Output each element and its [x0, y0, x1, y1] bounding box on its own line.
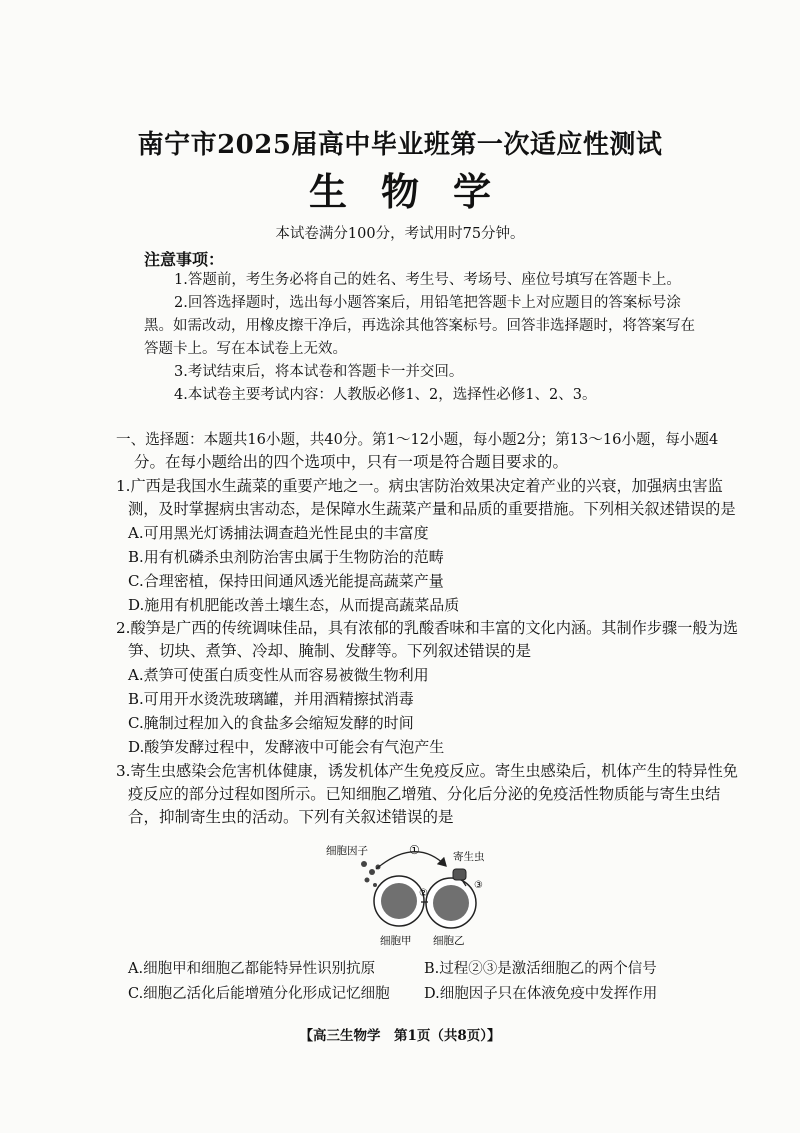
- question-2-option-d: D.酸笋发酵过程中，发酵液中可能会有气泡产生: [128, 738, 445, 756]
- notice-line: 黑。如需改动，用橡皮擦干净后，再选涂其他答案标号。回答非选择题时，将答案写在: [144, 318, 695, 334]
- notice-heading: 注意事项：: [144, 250, 225, 269]
- section-heading: 一、选择题：本题共16小题，共40分。第1～12小题，每小题2分；第13～16小题，每小题4: [116, 431, 719, 448]
- section-heading-cont: 分。在每小题给出的四个选项中，只有一项是符合题目要求的。: [134, 453, 569, 471]
- exam-info: 本试卷满分100分，考试用时75分钟。: [275, 226, 525, 242]
- question-3-option-d: D.细胞因子只在体液免疫中发挥作用: [424, 986, 658, 1002]
- cell-b: [426, 878, 476, 928]
- question-1-option-b: B.用有机磷杀虫剂防治害虫属于生物防治的范畴: [128, 548, 444, 566]
- question-3-option-c: C.细胞乙活化后能增殖分化形成记忆细胞: [128, 986, 390, 1002]
- parasite-shape: [453, 869, 466, 880]
- question-1-stem: 测，及时掌握病虫害动态，是保障水生蔬菜产量和品质的重要措施。下列相关叙述错误的是: [128, 500, 736, 518]
- notice-line: 2.回答选择题时，选出每小题答案后，用铅笔把答题卡上对应题目的答案标号涂: [174, 295, 681, 311]
- exam-title: 南宁市2025届高中毕业班第一次适应性测试: [137, 130, 663, 160]
- question-2-option-b: B.可用开水烫洗玻璃罐，并用酒精擦拭消毒: [128, 690, 414, 708]
- question-3-option-b: B.过程②③是激活细胞乙的两个信号: [424, 961, 657, 977]
- question-1-option-d: D.施用有机肥能改善土壤生态，从而提高蔬菜品质: [128, 596, 460, 614]
- notice-line: 1.答题前，考生务必将自己的姓名、考生号、考场号、座位号填写在答题卡上。: [174, 272, 681, 288]
- question-2-stem: 笋、切块、煮笋、冷却、腌制、发酵等。下列叙述错误的是: [128, 642, 532, 660]
- cell-a-label: 细胞甲: [380, 935, 412, 947]
- notice-line: 3.考试结束后，将本试卷和答题卡一并交回。: [174, 364, 464, 380]
- step-3-marker: ③: [474, 880, 483, 891]
- cell-a: [374, 876, 424, 926]
- subject-title: 生物学: [308, 169, 525, 214]
- question-3-stem: 疫反应的部分过程如图所示。已知细胞乙增殖、分化后分泌的免疫活性物质能与寄生虫结: [128, 785, 721, 803]
- question-3-option-a: A.细胞甲和细胞乙都能特异性识别抗原: [128, 961, 376, 977]
- immune-response-figure: [316, 836, 506, 952]
- cell-b-label: 细胞乙: [433, 935, 465, 947]
- step-1-marker: ①: [409, 843, 420, 857]
- notice-line: 4.本试卷主要考试内容：人教版必修1、2，选择性必修1、2、3。: [174, 387, 597, 403]
- cytokine-label: 细胞因子: [326, 845, 368, 857]
- notice-line: 答题卡上。写在本试卷上无效。: [144, 341, 347, 357]
- cytokine-dots: [361, 861, 381, 887]
- question-2-stem: 2.酸笋是广西的传统调味佳品，具有浓郁的乳酸香味和丰富的文化内涵。其制作步骤一般为选: [116, 619, 738, 637]
- page-footer: 【高三生物学 第1页（共8页）】: [299, 1028, 501, 1044]
- question-1-option-a: A.可用黑光灯诱捕法调查趋光性昆虫的丰富度: [128, 524, 429, 542]
- question-1-stem: 1.广西是我国水生蔬菜的重要产地之一。病虫害防治效果决定着产业的兴衰，加强病虫害监: [116, 477, 723, 495]
- parasite-label: 寄生虫: [453, 851, 485, 863]
- step-2-marker: ②: [419, 888, 428, 899]
- question-1-option-c: C.合理密植，保持田间通风透光能提高蔬菜产量: [128, 572, 444, 590]
- question-2-option-c: C.腌制过程加入的食盐多会缩短发酵的时间: [128, 714, 414, 732]
- question-3-stem: 3.寄生虫感染会危害机体健康，诱发机体产生免疫反应。寄生虫感染后，机体产生的特异性免: [116, 762, 738, 780]
- question-2-option-a: A.煮笋可使蛋白质变性从而容易被微生物利用: [128, 666, 429, 684]
- question-3-stem: 合，抑制寄生虫的活动。下列有关叙述错误的是: [128, 808, 454, 826]
